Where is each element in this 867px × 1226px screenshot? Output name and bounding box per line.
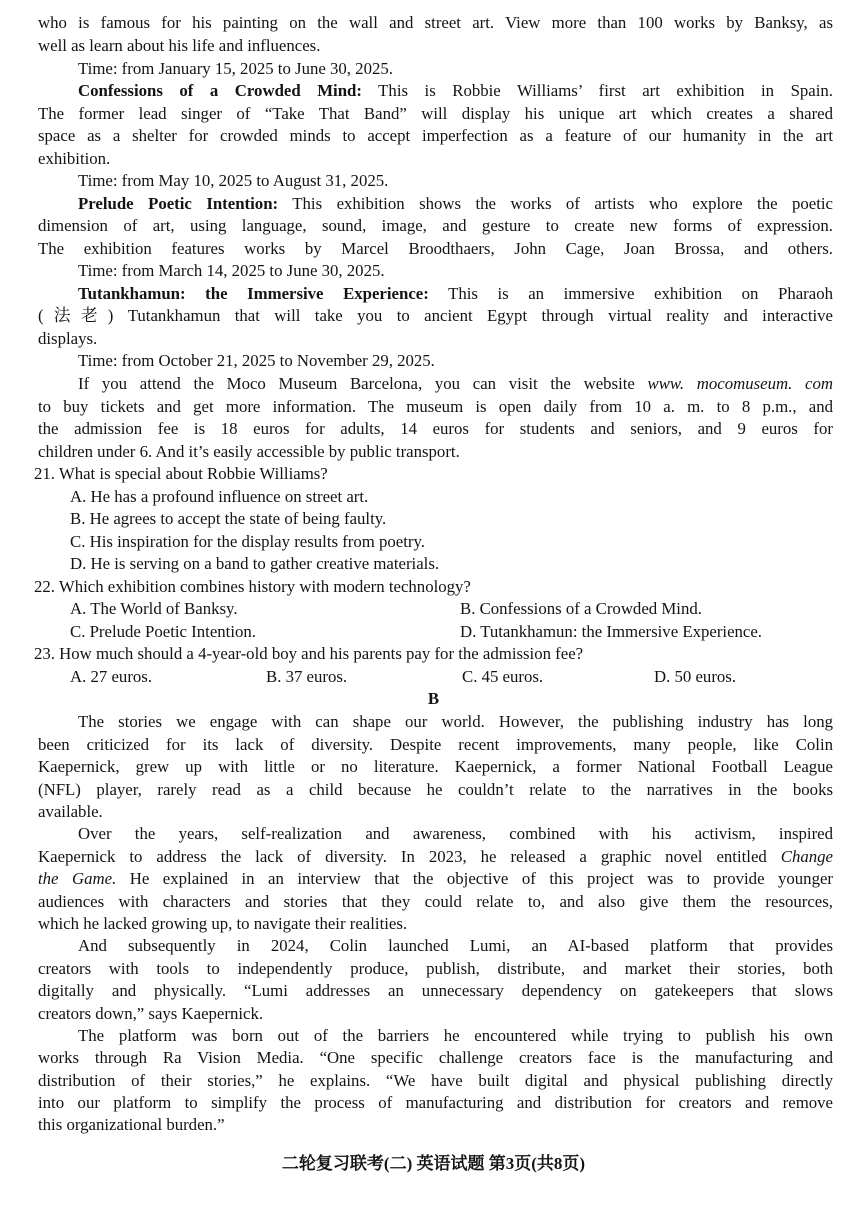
- book-title-part-2: the Game.: [38, 869, 117, 888]
- q22-option-b: B. Confessions of a Crowded Mind.: [460, 599, 702, 618]
- b-p3-line-2: creators with tools to independently produce, publish, distribute, and market their stories, both: [38, 959, 833, 978]
- b-p3-line-4: creators down,” says Kaepernick.: [38, 1004, 264, 1023]
- museum-info-line-1: [78, 373, 833, 395]
- tutankhamun-line-3: displays.: [38, 329, 98, 348]
- q23-option-c: C. 45 euros.: [462, 667, 544, 686]
- prelude-line-1-text: This exhibition shows the works of artists who explore the poetic: [278, 194, 833, 213]
- prelude-line-1: [78, 193, 833, 215]
- q22-option-d: D. Tutankhamun: the Immersive Experience.: [460, 622, 762, 641]
- q22-option-a: A. The World of Banksy.: [70, 599, 238, 618]
- b-p4-line-3: distribution of their stories,” he explains. “We have built digital and physical publishing directly: [38, 1071, 833, 1090]
- b-p2-line-2-text: Kaepernick to address the lack of diversity. In 2023, he released a graphic novel entitled: [38, 847, 781, 866]
- banksy-line-2: well as learn about his life and influences.: [38, 36, 321, 55]
- b-p1-line-2: been criticized for its lack of diversity. Despite recent improvements, many people, like Colin: [38, 735, 833, 754]
- q23-option-a: A. 27 euros.: [70, 667, 153, 686]
- page-footer: 二轮复习联考(二) 英语试题 第3页(共8页): [281, 1154, 586, 1173]
- q22-option-c: C. Prelude Poetic Intention.: [70, 622, 256, 641]
- q23-option-b: B. 37 euros.: [266, 667, 348, 686]
- museum-info-text: If you attend the Moco Museum Barcelona, you can visit the website: [78, 374, 648, 393]
- question-22: 22. Which exhibition combines history with modern technology?: [34, 577, 471, 596]
- b-p2-line-5: which he lacked growing up, to navigate their realities.: [38, 914, 408, 933]
- q23-option-d: D. 50 euros.: [654, 667, 737, 686]
- confessions-line-3: space as a shelter for crowded minds to accept imperfection as a feature of our humanity in the art: [38, 126, 833, 145]
- tutankhamun-title: Tutankhamun: the Immersive Experience:: [78, 284, 429, 303]
- b-p4-line-1: The platform was born out of the barriers he encountered while trying to publish his own: [78, 1026, 833, 1045]
- museum-info-line-3: the admission fee is 18 euros for adults, 14 euros for students and seniors, and 9 euros for: [38, 419, 833, 438]
- confessions-line-4: exhibition.: [38, 149, 111, 168]
- b-p2-line-1: Over the years, self-realization and awareness, combined with his activism, inspired: [78, 824, 833, 843]
- confessions-time: Time: from May 10, 2025 to August 31, 2025.: [78, 171, 389, 190]
- prelude-time: Time: from March 14, 2025 to June 30, 2025.: [78, 261, 385, 280]
- q21-option-b: B. He agrees to accept the state of being faulty.: [70, 509, 387, 528]
- prelude-line-3: The exhibition features works by Marcel Broodthaers, John Cage, Joan Brossa, and others.: [38, 239, 833, 258]
- tutankhamun-line-2: (法老) Tutankhamun that will take you to ancient Egypt through virtual reality and interactive: [38, 306, 833, 325]
- b-p3-line-1: And subsequently in 2024, Colin launched Lumi, an AI-based platform that provides: [78, 936, 833, 955]
- b-p3-line-3: digitally and physically. “Lumi addresses an unnecessary dependency on gatekeepers that slows: [38, 981, 833, 1000]
- b-p2-line-2: [38, 846, 833, 868]
- tutankhamun-time: Time: from October 21, 2025 to November 29, 2025.: [78, 351, 435, 370]
- confessions-title: Confessions of a Crowded Mind:: [78, 81, 362, 100]
- museum-website: www. mocomuseum. com: [647, 374, 833, 393]
- b-p4-line-2: works through Ra Vision Media. “One specific challenge creators face is the manufacturing and: [38, 1048, 833, 1067]
- section-b-heading: B: [427, 689, 440, 708]
- prelude-line-2: dimension of art, using language, sound, image, and gesture to create new forms of expression.: [38, 216, 833, 235]
- book-title-part-1: Change: [780, 847, 833, 866]
- b-p2-line-3: [38, 868, 833, 890]
- q22-options-row-1: [70, 598, 833, 620]
- q23-options-row: [70, 666, 833, 688]
- b-p2-line-3-text: He explained in an interview that the objective of this project was to provide younger: [116, 869, 833, 888]
- museum-info-line-4: children under 6. And it’s easily accessible by public transport.: [38, 442, 460, 461]
- b-p1-line-4: (NFL) player, rarely read as a child because he couldn’t relate to the narratives in the books: [38, 780, 833, 799]
- confessions-line-1-text: This is Robbie Williams’ first art exhibition in Spain.: [361, 81, 833, 100]
- b-p1-line-3: Kaepernick, grew up with little or no literature. Kaepernick, a former National Football League: [38, 757, 833, 776]
- confessions-line-1: [78, 80, 833, 102]
- b-p2-line-4: audiences with characters and stories that they could relate to, and also give them the resources,: [38, 892, 833, 911]
- prelude-title: Prelude Poetic Intention:: [78, 194, 279, 213]
- tutankhamun-line-1: [78, 283, 833, 305]
- banksy-time: Time: from January 15, 2025 to June 30, 2025.: [78, 59, 393, 78]
- b-p4-line-5: this organizational burden.”: [38, 1115, 225, 1134]
- confessions-line-2: The former lead singer of “Take That Band” will display his unique art which creates a shared: [38, 104, 833, 123]
- q21-option-d: D. He is serving on a band to gather creative materials.: [70, 554, 440, 573]
- tutankhamun-line-1-text: This is an immersive exhibition on Pharaoh: [428, 284, 833, 303]
- b-p1-line-5: available.: [38, 802, 103, 821]
- q22-options-row-2: [70, 621, 833, 643]
- museum-info-line-2: to buy tickets and get more information. The museum is open daily from 10 a. m. to 8 p.m., and: [38, 397, 833, 416]
- b-p4-line-4: into our platform to simplify the process of manufacturing and distribution for creators and remove: [38, 1093, 833, 1112]
- q21-option-c: C. His inspiration for the display results from poetry.: [70, 532, 425, 551]
- question-21: 21. What is special about Robbie Williams?: [34, 464, 328, 483]
- question-23: 23. How much should a 4-year-old boy and his parents pay for the admission fee?: [34, 644, 584, 663]
- b-p1-line-1: The stories we engage with can shape our world. However, the publishing industry has long: [78, 712, 833, 731]
- q21-option-a: A. He has a profound influence on street art.: [70, 487, 369, 506]
- banksy-line-1: who is famous for his painting on the wall and street art. View more than 100 works by Banksy, as: [38, 13, 833, 32]
